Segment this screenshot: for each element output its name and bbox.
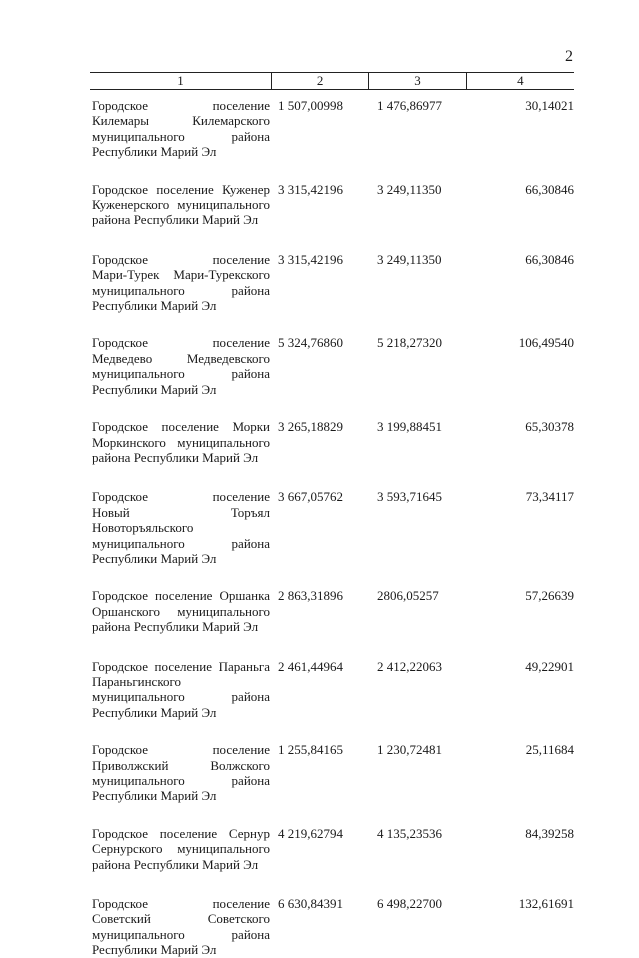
- settlement-name-line: Советский Советского: [92, 911, 270, 927]
- budget-table: [90, 72, 574, 958]
- value-col-4: 25,11684: [525, 742, 574, 758]
- value-col-2: 1 507,00998: [278, 98, 343, 113]
- settlement-name-line: Городское поселение: [92, 98, 270, 113]
- table-row: [90, 335, 574, 397]
- settlement-name-line: Новоторъяльского: [92, 520, 194, 536]
- value-col-3: 2806,05257: [377, 588, 439, 604]
- value-col-3: 5 218,27320: [377, 335, 442, 351]
- value-col-3: 2 412,22063: [377, 658, 442, 674]
- settlement-name-cell: [90, 588, 270, 634]
- settlement-name-cell: [90, 335, 270, 397]
- value-col-4: 49,22901: [525, 658, 574, 674]
- value-col-3: 4 135,23536: [377, 825, 442, 841]
- settlement-name-line: Городское поселение Параньга: [92, 658, 270, 674]
- settlement-name-line: Городское поселение Куженер: [92, 181, 270, 197]
- settlement-name-line: Параньгинского: [92, 673, 181, 689]
- value-col-4: 57,26639: [525, 588, 574, 604]
- page-number: 2: [565, 48, 573, 65]
- settlement-name-line: Новый Торъял: [92, 504, 270, 520]
- value-col-3: 6 498,22700: [377, 896, 442, 912]
- settlement-name-line: района Республики Марий Эл: [92, 856, 259, 872]
- value-col-3: 1 230,72481: [377, 742, 442, 758]
- settlement-name-line: Республики Марий Эл: [92, 704, 217, 720]
- table-header: [90, 72, 574, 90]
- settlement-name-line: муниципального района: [92, 366, 270, 382]
- table-row: [90, 588, 574, 634]
- settlement-name-line: Республики Марий Эл: [92, 298, 217, 314]
- settlement-name-line: Килемары Килемарского: [92, 113, 270, 129]
- settlement-name-line: района Республики Марий Эл: [92, 619, 259, 635]
- value-col-2: 3 315,42196: [278, 181, 343, 197]
- table-row: [90, 489, 574, 566]
- column-header-1: 1: [90, 73, 272, 89]
- value-col-4: 65,30378: [525, 419, 574, 435]
- settlement-name-line: Куженерского муниципального: [92, 197, 270, 213]
- value-col-3: 1 476,86977: [377, 98, 442, 113]
- settlement-name-cell: [90, 182, 270, 228]
- settlement-name-cell: [90, 489, 270, 566]
- table-row: [90, 896, 574, 958]
- value-col-2: 3 265,18829: [278, 419, 343, 435]
- settlement-name-line: Городское поселение: [92, 896, 270, 912]
- settlement-name-line: муниципального района: [92, 282, 270, 298]
- settlement-name-cell: [90, 252, 270, 314]
- value-col-2: 6 630,84391: [278, 896, 343, 912]
- value-col-3: 3 593,71645: [377, 489, 442, 505]
- value-col-4: 73,34117: [525, 489, 574, 505]
- column-header-3: 3: [369, 73, 466, 89]
- value-col-2: 2 863,31896: [278, 588, 343, 604]
- settlement-name-line: Городское поселение Сернур: [92, 825, 270, 841]
- value-col-4: 106,49540: [518, 335, 574, 351]
- value-col-2: 5 324,76860: [278, 335, 343, 351]
- value-col-2: 3 315,42196: [278, 251, 343, 267]
- settlement-name-cell: [90, 659, 270, 721]
- settlement-name-line: района Республики Марий Эл: [92, 449, 259, 465]
- table-row: [90, 252, 574, 314]
- settlement-name-line: Моркинского муниципального: [92, 434, 270, 450]
- value-col-4: 132,61691: [518, 896, 574, 912]
- settlement-name-line: Городское поселение: [92, 335, 270, 351]
- settlement-name-line: муниципального района: [92, 128, 270, 144]
- settlement-name-line: Республики Марий Эл: [92, 144, 217, 160]
- settlement-name-line: района Республики Марий Эл: [92, 212, 259, 228]
- value-col-2: 3 667,05762: [278, 489, 343, 505]
- settlement-name-line: муниципального района: [92, 689, 270, 705]
- settlement-name-cell: [90, 826, 270, 872]
- settlement-name-line: Сернурского муниципального: [92, 841, 270, 857]
- value-col-4: 66,30846: [525, 251, 574, 267]
- settlement-name-line: Городское поселение: [92, 251, 270, 267]
- settlement-name-cell: [90, 98, 270, 160]
- settlement-name-cell: [90, 419, 270, 465]
- value-col-4: 30,14021: [525, 98, 574, 113]
- settlement-name-line: Республики Марий Эл: [92, 942, 217, 958]
- settlement-name-line: Городское поселение Оршанка: [92, 588, 270, 604]
- settlement-name-line: Городское поселение: [92, 742, 270, 758]
- settlement-name-line: Республики Марий Эл: [92, 381, 217, 397]
- column-header-2: 2: [272, 73, 369, 89]
- value-col-4: 84,39258: [525, 825, 574, 841]
- table-row: [90, 659, 574, 721]
- table-body: [90, 98, 574, 958]
- value-col-2: 4 219,62794: [278, 825, 343, 841]
- column-header-4: 4: [517, 73, 524, 88]
- settlement-name-line: Оршанского муниципального: [92, 603, 270, 619]
- settlement-name-line: муниципального района: [92, 773, 270, 788]
- value-col-2: 1 255,84165: [278, 742, 343, 758]
- settlement-name-line: муниципального района: [92, 535, 270, 551]
- value-col-3: 3 249,11350: [377, 181, 442, 197]
- table-row: [90, 98, 574, 160]
- value-col-3: 3 199,88451: [377, 419, 442, 435]
- value-col-2: 2 461,44964: [278, 658, 343, 674]
- settlement-name-cell: [90, 742, 270, 804]
- settlement-name-line: Городское поселение: [92, 489, 270, 505]
- table-row: [90, 826, 574, 872]
- value-col-3: 3 249,11350: [377, 251, 442, 267]
- settlement-name-cell: [90, 896, 270, 958]
- settlement-name-line: Мари-Турек Мари-Турекского: [92, 267, 270, 283]
- table-row: [90, 742, 574, 804]
- settlement-name-line: Республики Марий Эл: [92, 550, 217, 566]
- table-row: [90, 419, 574, 465]
- settlement-name-line: Медведево Медведевского: [92, 350, 270, 366]
- settlement-name-line: Приволжский Волжского: [92, 757, 270, 773]
- value-col-4: 66,30846: [525, 181, 574, 197]
- settlement-name-line: муниципального района: [92, 926, 270, 942]
- settlement-name-line: Городское поселение Морки: [92, 419, 270, 435]
- settlement-name-line: Республики Марий Эл: [92, 788, 217, 804]
- table-row: [90, 182, 574, 228]
